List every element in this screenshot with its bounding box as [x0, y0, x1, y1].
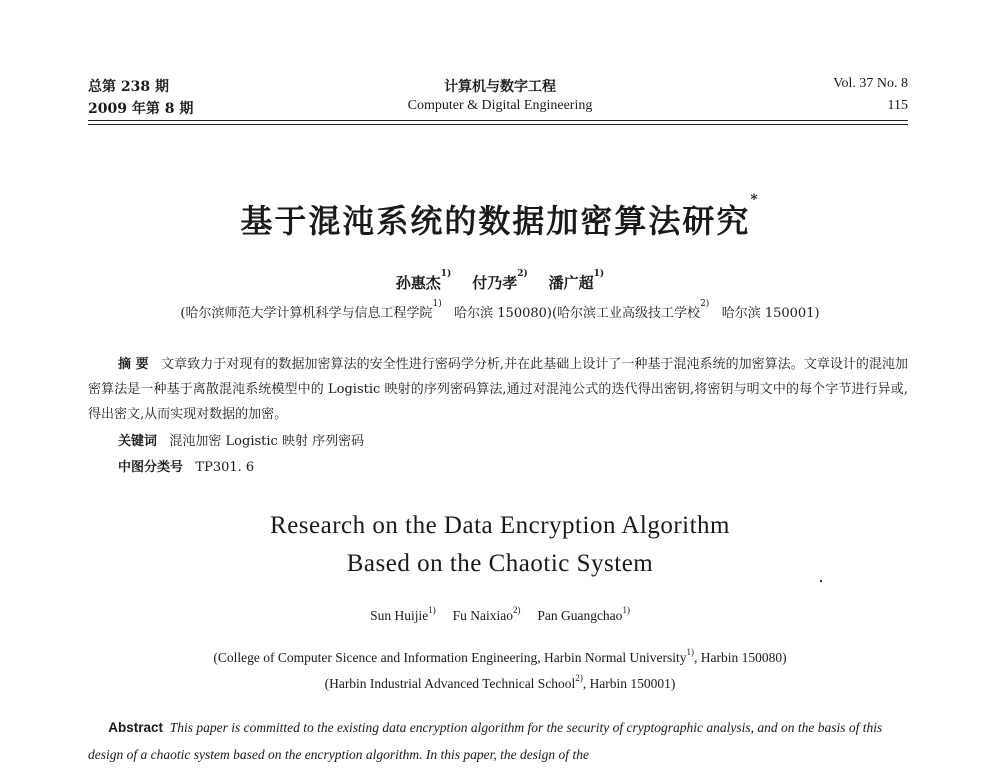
authors-en: Sun Huijie$^{1)}$ Fu Naixiao$^{2)}$ Pan Guangchao$^{1)}$: [370, 605, 630, 623]
issue-total: 总第 238 期: [88, 79, 169, 95]
keywords-values: 混沌加密 Logistic 映射 序列密码: [169, 434, 365, 449]
author-1-en: Sun Huijie: [370, 608, 429, 623]
abstract-zh-label: 摘 要: [118, 357, 149, 372]
affiliation-zh: (哈尔滨师范大学计算机科学与信息工程学院$^{1)}$ 哈尔滨 150080)(哈尔滨工业高级技工学校$^{2)}$ 哈尔滨 150001): [180, 299, 820, 321]
classification: [118, 456, 254, 475]
header-rule-thin: [88, 124, 908, 125]
classification-value: TP301. 6: [195, 460, 255, 475]
journal-name-en: Computer & Digital Engineering: [407, 98, 593, 113]
journal-name-zh: 计算机与数字工程: [444, 79, 556, 95]
affiliation-en-1: (College of Computer Sicence and Information Engineering, Harbin Normal University$^{1)}$, Harbin 150080): [213, 647, 787, 665]
issue-year: 2009 年第 8 期: [88, 101, 194, 117]
keywords-zh: [118, 430, 364, 449]
author-3-zh: 潘广超: [548, 274, 594, 292]
abstract-en-text: This paper is committed to the existing data encryption algorithm for the security of cryptographic analysis, and on the basis of this design of a chaotic system based on the encryption algorithm. In this paper, the design of the: [88, 720, 883, 762]
author-2-en: Fu Naixiao: [452, 608, 513, 623]
paper-title-en-line1: Research on the Data Encryption Algorithm: [270, 512, 730, 539]
author-2-zh: 付乃孝: [472, 274, 518, 292]
authors-zh: 孙惠杰$^{1)}$ 付乃孝$^{2)}$ 潘广超$^{1)}$: [395, 269, 605, 292]
paper-title-en-line2: Based on the Chaotic System: [346, 550, 654, 577]
abstract-zh-text: 文章致力于对现有的数据加密算法的安全性进行密码学分析,并在此基础上设计了一种基于混沌系统的加密算法。文章设计的混沌加密算法是一种基于离散混沌系统模型中的 Logistic 映射的序列密码算法,通过对混沌公式的迭代得出密钥,将密钥与明文中的每个字节进行异或,得出密文,从而实现对数据的加密。: [88, 357, 909, 422]
stray-mark: [820, 580, 822, 582]
volume-number: Vol. 37 No. 8: [833, 76, 908, 91]
affiliation-en-2: (Harbin Industrial Advanced Technical School$^{2)}$, Harbin 150001): [324, 673, 676, 691]
classification-label: 中图分类号: [118, 460, 184, 475]
page-number: 115: [887, 98, 908, 113]
header-rule-thick: [88, 120, 908, 121]
author-3-en: Pan Guangchao: [537, 608, 623, 623]
abstract-zh: [88, 352, 908, 427]
author-1-zh: 孙惠杰: [395, 274, 441, 292]
abstract-en-label: Abstract: [108, 720, 164, 735]
paper-title-zh: 基于混沌系统的数据加密算法研究*: [240, 192, 760, 240]
keywords-label: 关键词: [118, 434, 158, 449]
title-footnote-mark: *: [750, 192, 760, 208]
